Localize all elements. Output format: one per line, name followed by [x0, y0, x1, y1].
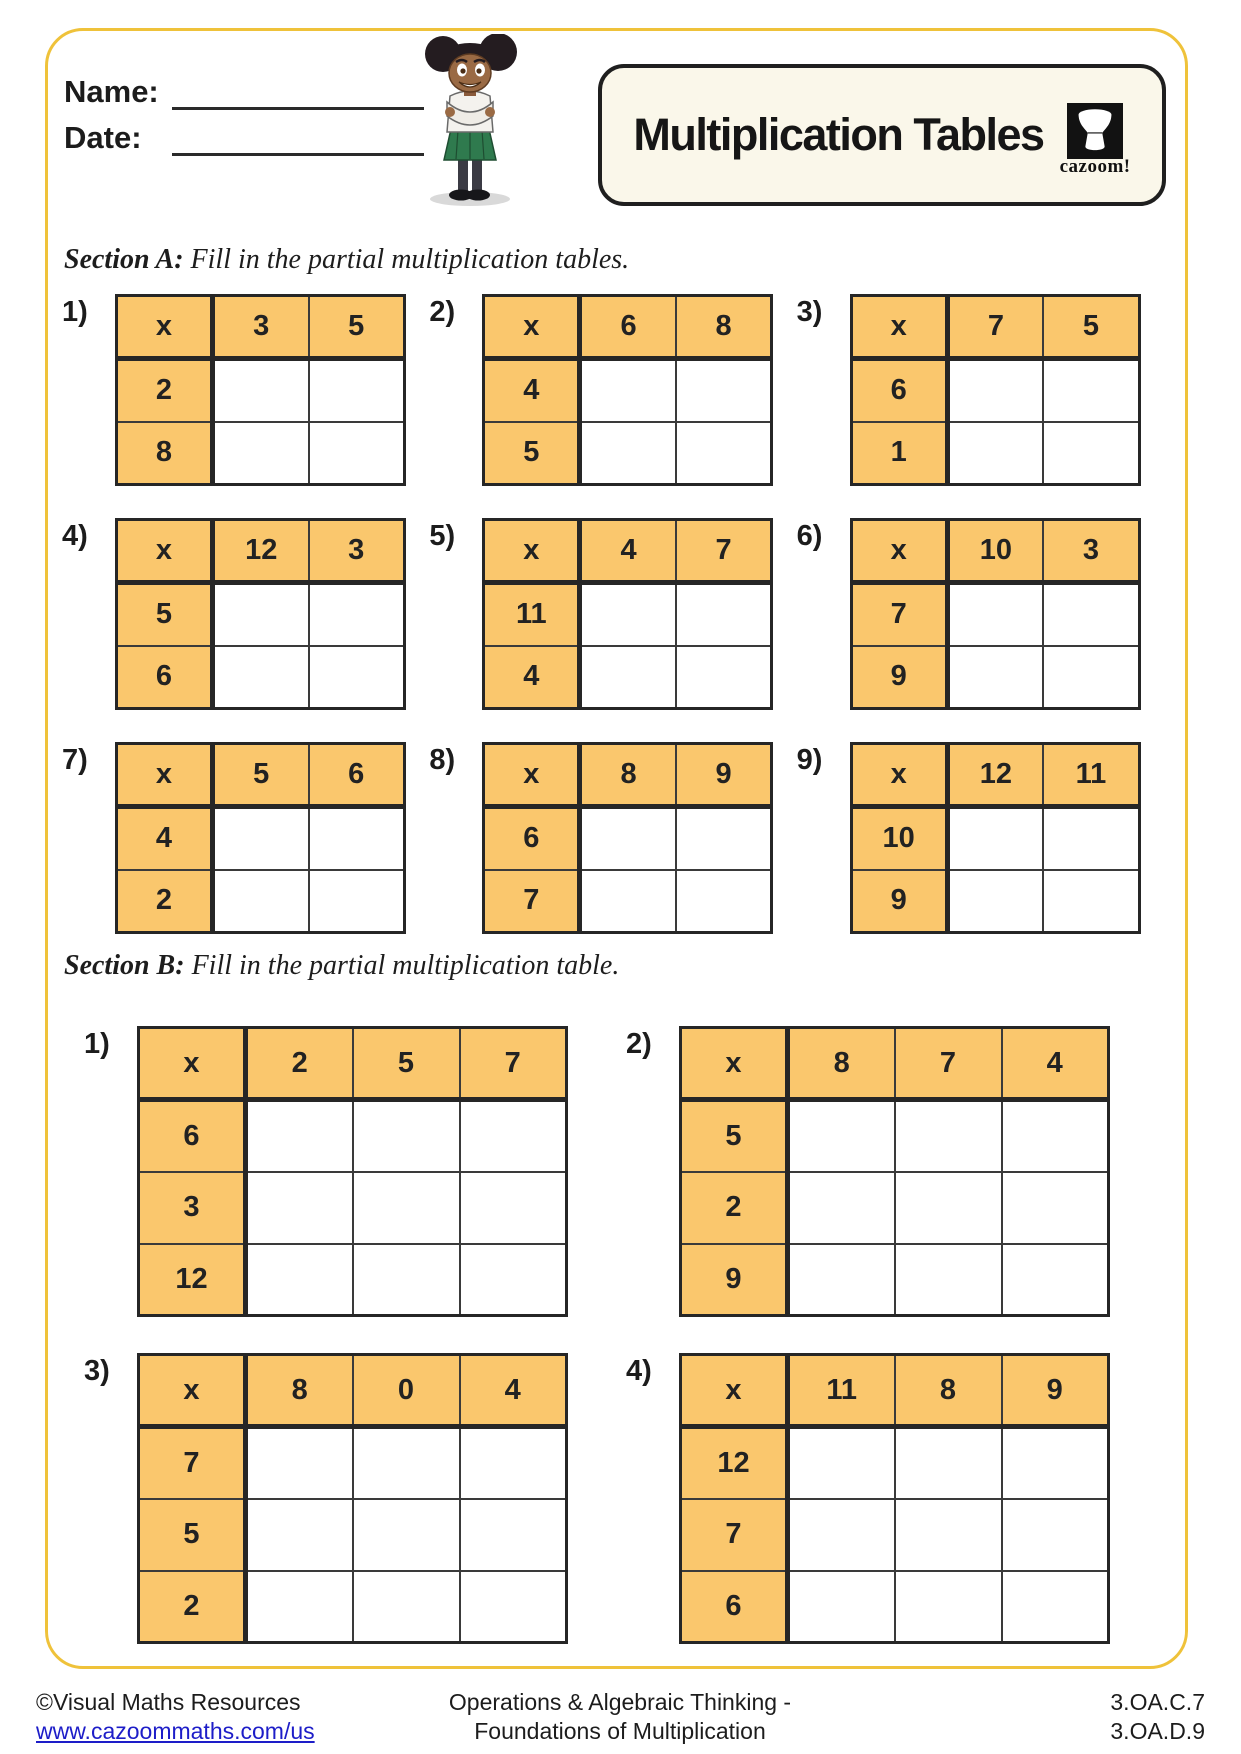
answer-cell[interactable]: [213, 359, 309, 422]
schoolgirl-illustration: [414, 34, 526, 213]
multiplication-table: [482, 742, 773, 934]
section-a-heading: [64, 244, 629, 276]
answer-cell[interactable]: [895, 1499, 1002, 1571]
table-holder: [482, 518, 773, 710]
date-field-line[interactable]: [172, 121, 424, 156]
row-header-cell: 2: [117, 870, 213, 933]
section-b-problem-3: [84, 1353, 626, 1644]
table-holder: [137, 1353, 568, 1644]
problem-number: 5): [429, 520, 456, 552]
answer-cell[interactable]: [895, 1172, 1002, 1244]
answer-cell[interactable]: [788, 1172, 895, 1244]
footer-copyright-block: [36, 1688, 315, 1746]
section-a-problem-2: [429, 294, 796, 486]
answer-cell[interactable]: [947, 359, 1043, 422]
copyright-text: ©Visual Maths Resources: [36, 1689, 301, 1715]
answer-cell[interactable]: [788, 1244, 895, 1316]
footer-standards-block: [1110, 1688, 1205, 1746]
cazoom-logo: [1060, 103, 1131, 178]
standard-code-2: 3.OA.D.9: [1110, 1717, 1205, 1744]
column-header-cell: 7: [947, 296, 1043, 359]
answer-cell[interactable]: [580, 583, 676, 646]
column-header-cell: 4: [580, 520, 676, 583]
section-a-problem-5: [429, 518, 796, 710]
row-header-cell: 4: [117, 807, 213, 870]
multiplication-table: [679, 1353, 1110, 1644]
row-header-cell: 9: [851, 646, 947, 709]
name-date-block: [64, 74, 424, 166]
section-a-heading-bold: Section A:: [64, 244, 184, 275]
footer-topic-block: [320, 1688, 920, 1746]
problem-number: 9): [796, 744, 823, 776]
column-header-cell: 11: [788, 1355, 895, 1427]
multiplication-table: [482, 294, 773, 486]
section-b-grid: [84, 1026, 1168, 1644]
column-header-cell: 5: [353, 1028, 460, 1100]
answer-cell[interactable]: [580, 807, 676, 870]
column-header-cell: 3: [309, 520, 405, 583]
row-header-cell: 2: [139, 1571, 246, 1643]
row-header-cell: 11: [484, 583, 580, 646]
multiplication-table: [115, 294, 406, 486]
table-holder: [482, 742, 773, 934]
column-header-cell: 6: [309, 744, 405, 807]
answer-cell[interactable]: [460, 1244, 567, 1316]
section-a-problem-7: [62, 742, 429, 934]
answer-cell[interactable]: [788, 1499, 895, 1571]
answer-cell[interactable]: [947, 646, 1043, 709]
row-header-cell: 6: [681, 1571, 788, 1643]
column-header-cell: 10: [947, 520, 1043, 583]
answer-cell[interactable]: [309, 583, 405, 646]
column-header-cell: 11: [1043, 744, 1139, 807]
column-header-cell: 0: [353, 1355, 460, 1427]
answer-cell[interactable]: [1043, 359, 1139, 422]
date-label: Date:: [64, 120, 142, 155]
column-header-cell: 8: [246, 1355, 353, 1427]
answer-cell[interactable]: [895, 1427, 1002, 1499]
row-header-cell: 3: [139, 1172, 246, 1244]
row-header-cell: 6: [139, 1100, 246, 1172]
column-header-cell: 5: [1043, 296, 1139, 359]
title-box: [598, 64, 1166, 206]
column-header-cell: 6: [580, 296, 676, 359]
table-holder: [850, 294, 1141, 486]
multiplication-table: [137, 1353, 568, 1644]
answer-cell[interactable]: [213, 870, 309, 933]
column-header-cell: 4: [460, 1355, 567, 1427]
answer-cell[interactable]: [676, 646, 772, 709]
problem-number: 7): [62, 744, 88, 776]
cazoom-logo-text: cazoom!: [1059, 155, 1131, 177]
row-header-cell: 6: [117, 646, 213, 709]
operator-cell: x: [851, 744, 947, 807]
answer-cell[interactable]: [1002, 1427, 1109, 1499]
answer-cell[interactable]: [246, 1172, 353, 1244]
table-holder: [115, 742, 406, 934]
problem-number: 6): [796, 520, 823, 552]
answer-cell[interactable]: [1002, 1571, 1109, 1643]
table-holder: [679, 1026, 1110, 1317]
operator-cell: x: [484, 296, 580, 359]
answer-cell[interactable]: [947, 422, 1043, 485]
answer-cell[interactable]: [246, 1499, 353, 1571]
problem-number: 2): [626, 1028, 652, 1060]
table-holder: [115, 294, 406, 486]
column-header-cell: 4: [1002, 1028, 1109, 1100]
row-header-cell: 12: [139, 1244, 246, 1316]
answer-cell[interactable]: [895, 1571, 1002, 1643]
answer-cell[interactable]: [353, 1427, 460, 1499]
answer-cell[interactable]: [676, 583, 772, 646]
table-holder: [850, 518, 1141, 710]
answer-cell[interactable]: [246, 1100, 353, 1172]
answer-cell[interactable]: [947, 870, 1043, 933]
problem-number: 3): [796, 296, 823, 328]
problem-number: 2): [429, 296, 456, 328]
answer-cell[interactable]: [788, 1100, 895, 1172]
answer-cell[interactable]: [580, 359, 676, 422]
schoolgirl-icon: [414, 34, 526, 208]
operator-cell: x: [117, 744, 213, 807]
answer-cell[interactable]: [460, 1100, 567, 1172]
column-header-cell: 8: [676, 296, 772, 359]
answer-cell[interactable]: [580, 646, 676, 709]
multiplication-table: [482, 518, 773, 710]
column-header-cell: 9: [676, 744, 772, 807]
section-a-problem-1: [62, 294, 429, 486]
answer-cell[interactable]: [1002, 1244, 1109, 1316]
answer-cell[interactable]: [1043, 583, 1139, 646]
date-row: [64, 120, 424, 156]
multiplication-table: [850, 518, 1141, 710]
row-header-cell: 5: [681, 1100, 788, 1172]
answer-cell[interactable]: [676, 422, 772, 485]
answer-cell[interactable]: [1043, 870, 1139, 933]
row-header-cell: 9: [851, 870, 947, 933]
row-header-cell: 6: [851, 359, 947, 422]
column-header-cell: 12: [213, 520, 309, 583]
row-header-cell: 5: [484, 422, 580, 485]
multiplication-table: [850, 294, 1141, 486]
column-header-cell: 5: [309, 296, 405, 359]
answer-cell[interactable]: [309, 870, 405, 933]
row-header-cell: 5: [117, 583, 213, 646]
operator-cell: x: [851, 296, 947, 359]
row-header-cell: 10: [851, 807, 947, 870]
answer-cell[interactable]: [213, 583, 309, 646]
cazoom-website-link[interactable]: www.cazoommaths.com/us: [36, 1717, 315, 1744]
answer-cell[interactable]: [947, 807, 1043, 870]
answer-cell[interactable]: [353, 1100, 460, 1172]
table-holder: [482, 294, 773, 486]
row-header-cell: 8: [117, 422, 213, 485]
answer-cell[interactable]: [1043, 422, 1139, 485]
section-a-problem-3: [797, 294, 1164, 486]
section-b-problem-4: [626, 1353, 1168, 1644]
column-header-cell: 7: [460, 1028, 567, 1100]
multiplication-table: [115, 742, 406, 934]
row-header-cell: 6: [484, 807, 580, 870]
answer-cell[interactable]: [1002, 1499, 1109, 1571]
answer-cell[interactable]: [213, 422, 309, 485]
table-holder: [679, 1353, 1110, 1644]
column-header-cell: 8: [580, 744, 676, 807]
multiplication-table: [850, 742, 1141, 934]
name-label: Name:: [64, 74, 159, 109]
answer-cell[interactable]: [1002, 1172, 1109, 1244]
row-header-cell: 5: [139, 1499, 246, 1571]
answer-cell[interactable]: [460, 1499, 567, 1571]
column-header-cell: 2: [246, 1028, 353, 1100]
problem-number: 1): [84, 1028, 110, 1060]
answer-cell[interactable]: [309, 646, 405, 709]
answer-cell[interactable]: [676, 807, 772, 870]
answer-cell[interactable]: [460, 1427, 567, 1499]
row-header-cell: 2: [117, 359, 213, 422]
answer-cell[interactable]: [788, 1571, 895, 1643]
column-header-cell: 7: [895, 1028, 1002, 1100]
answer-cell[interactable]: [1043, 646, 1139, 709]
column-header-cell: 8: [788, 1028, 895, 1100]
answer-cell[interactable]: [676, 359, 772, 422]
column-header-cell: 12: [947, 744, 1043, 807]
answer-cell[interactable]: [246, 1244, 353, 1316]
problem-number: 8): [429, 744, 456, 776]
answer-cell[interactable]: [309, 359, 405, 422]
table-holder: [115, 518, 406, 710]
column-header-cell: 5: [213, 744, 309, 807]
section-a-problem-9: [797, 742, 1164, 934]
row-header-cell: 7: [851, 583, 947, 646]
standard-code-1: 3.OA.C.7: [1110, 1689, 1205, 1715]
section-a-problem-4: [62, 518, 429, 710]
answer-cell[interactable]: [353, 1172, 460, 1244]
answer-cell[interactable]: [788, 1427, 895, 1499]
cazoom-drum-icon: [1067, 103, 1123, 159]
problem-number: 3): [84, 1355, 110, 1387]
column-header-cell: 3: [1043, 520, 1139, 583]
operator-cell: x: [139, 1355, 246, 1427]
answer-cell[interactable]: [213, 646, 309, 709]
answer-cell[interactable]: [895, 1244, 1002, 1316]
operator-cell: x: [681, 1355, 788, 1427]
section-a-problem-6: [797, 518, 1164, 710]
operator-cell: x: [117, 520, 213, 583]
multiplication-table: [137, 1026, 568, 1317]
section-b-heading-bold: Section B:: [64, 950, 185, 981]
row-header-cell: 9: [681, 1244, 788, 1316]
section-a-heading-text: Fill in the partial multiplication tables.: [183, 244, 630, 275]
answer-cell[interactable]: [309, 422, 405, 485]
answer-cell[interactable]: [246, 1427, 353, 1499]
answer-cell[interactable]: [1002, 1100, 1109, 1172]
operator-cell: x: [139, 1028, 246, 1100]
topic-line-2: Foundations of Multiplication: [474, 1717, 766, 1744]
row-header-cell: 7: [681, 1499, 788, 1571]
answer-cell[interactable]: [353, 1571, 460, 1643]
name-row: [64, 74, 424, 110]
answer-cell[interactable]: [353, 1499, 460, 1571]
row-header-cell: 4: [484, 646, 580, 709]
problem-number: 4): [62, 520, 88, 552]
footer: [0, 1688, 1241, 1750]
table-holder: [850, 742, 1141, 934]
column-header-cell: 3: [213, 296, 309, 359]
column-header-cell: 7: [676, 520, 772, 583]
answer-cell[interactable]: [353, 1244, 460, 1316]
answer-cell[interactable]: [580, 870, 676, 933]
operator-cell: x: [851, 520, 947, 583]
name-field-line[interactable]: [172, 75, 424, 110]
worksheet-title: Multiplication Tables: [633, 109, 1044, 160]
operator-cell: x: [117, 296, 213, 359]
column-header-cell: 9: [1002, 1355, 1109, 1427]
table-holder: [137, 1026, 568, 1317]
row-header-cell: 7: [139, 1427, 246, 1499]
column-header-cell: 8: [895, 1355, 1002, 1427]
section-a-grid: [62, 294, 1164, 934]
topic-line-1: Operations & Algebraic Thinking -: [448, 1689, 792, 1715]
problem-number: 1): [62, 296, 88, 328]
row-header-cell: 7: [484, 870, 580, 933]
row-header-cell: 4: [484, 359, 580, 422]
answer-cell[interactable]: [895, 1100, 1002, 1172]
multiplication-table: [115, 518, 406, 710]
answer-cell[interactable]: [309, 807, 405, 870]
problem-number: 4): [626, 1355, 652, 1387]
answer-cell[interactable]: [246, 1571, 353, 1643]
row-header-cell: 12: [681, 1427, 788, 1499]
operator-cell: x: [484, 520, 580, 583]
answer-cell[interactable]: [213, 807, 309, 870]
answer-cell[interactable]: [947, 583, 1043, 646]
section-b-problem-2: [626, 1026, 1168, 1317]
answer-cell[interactable]: [460, 1172, 567, 1244]
section-b-problem-1: [84, 1026, 626, 1317]
section-b-heading: [64, 950, 619, 982]
row-header-cell: 1: [851, 422, 947, 485]
multiplication-table: [679, 1026, 1110, 1317]
answer-cell[interactable]: [580, 422, 676, 485]
operator-cell: x: [484, 744, 580, 807]
answer-cell[interactable]: [460, 1571, 567, 1643]
section-b-heading-text: Fill in the partial multiplication table.: [184, 950, 620, 981]
answer-cell[interactable]: [1043, 807, 1139, 870]
row-header-cell: 2: [681, 1172, 788, 1244]
answer-cell[interactable]: [676, 870, 772, 933]
operator-cell: x: [681, 1028, 788, 1100]
section-a-problem-8: [429, 742, 796, 934]
